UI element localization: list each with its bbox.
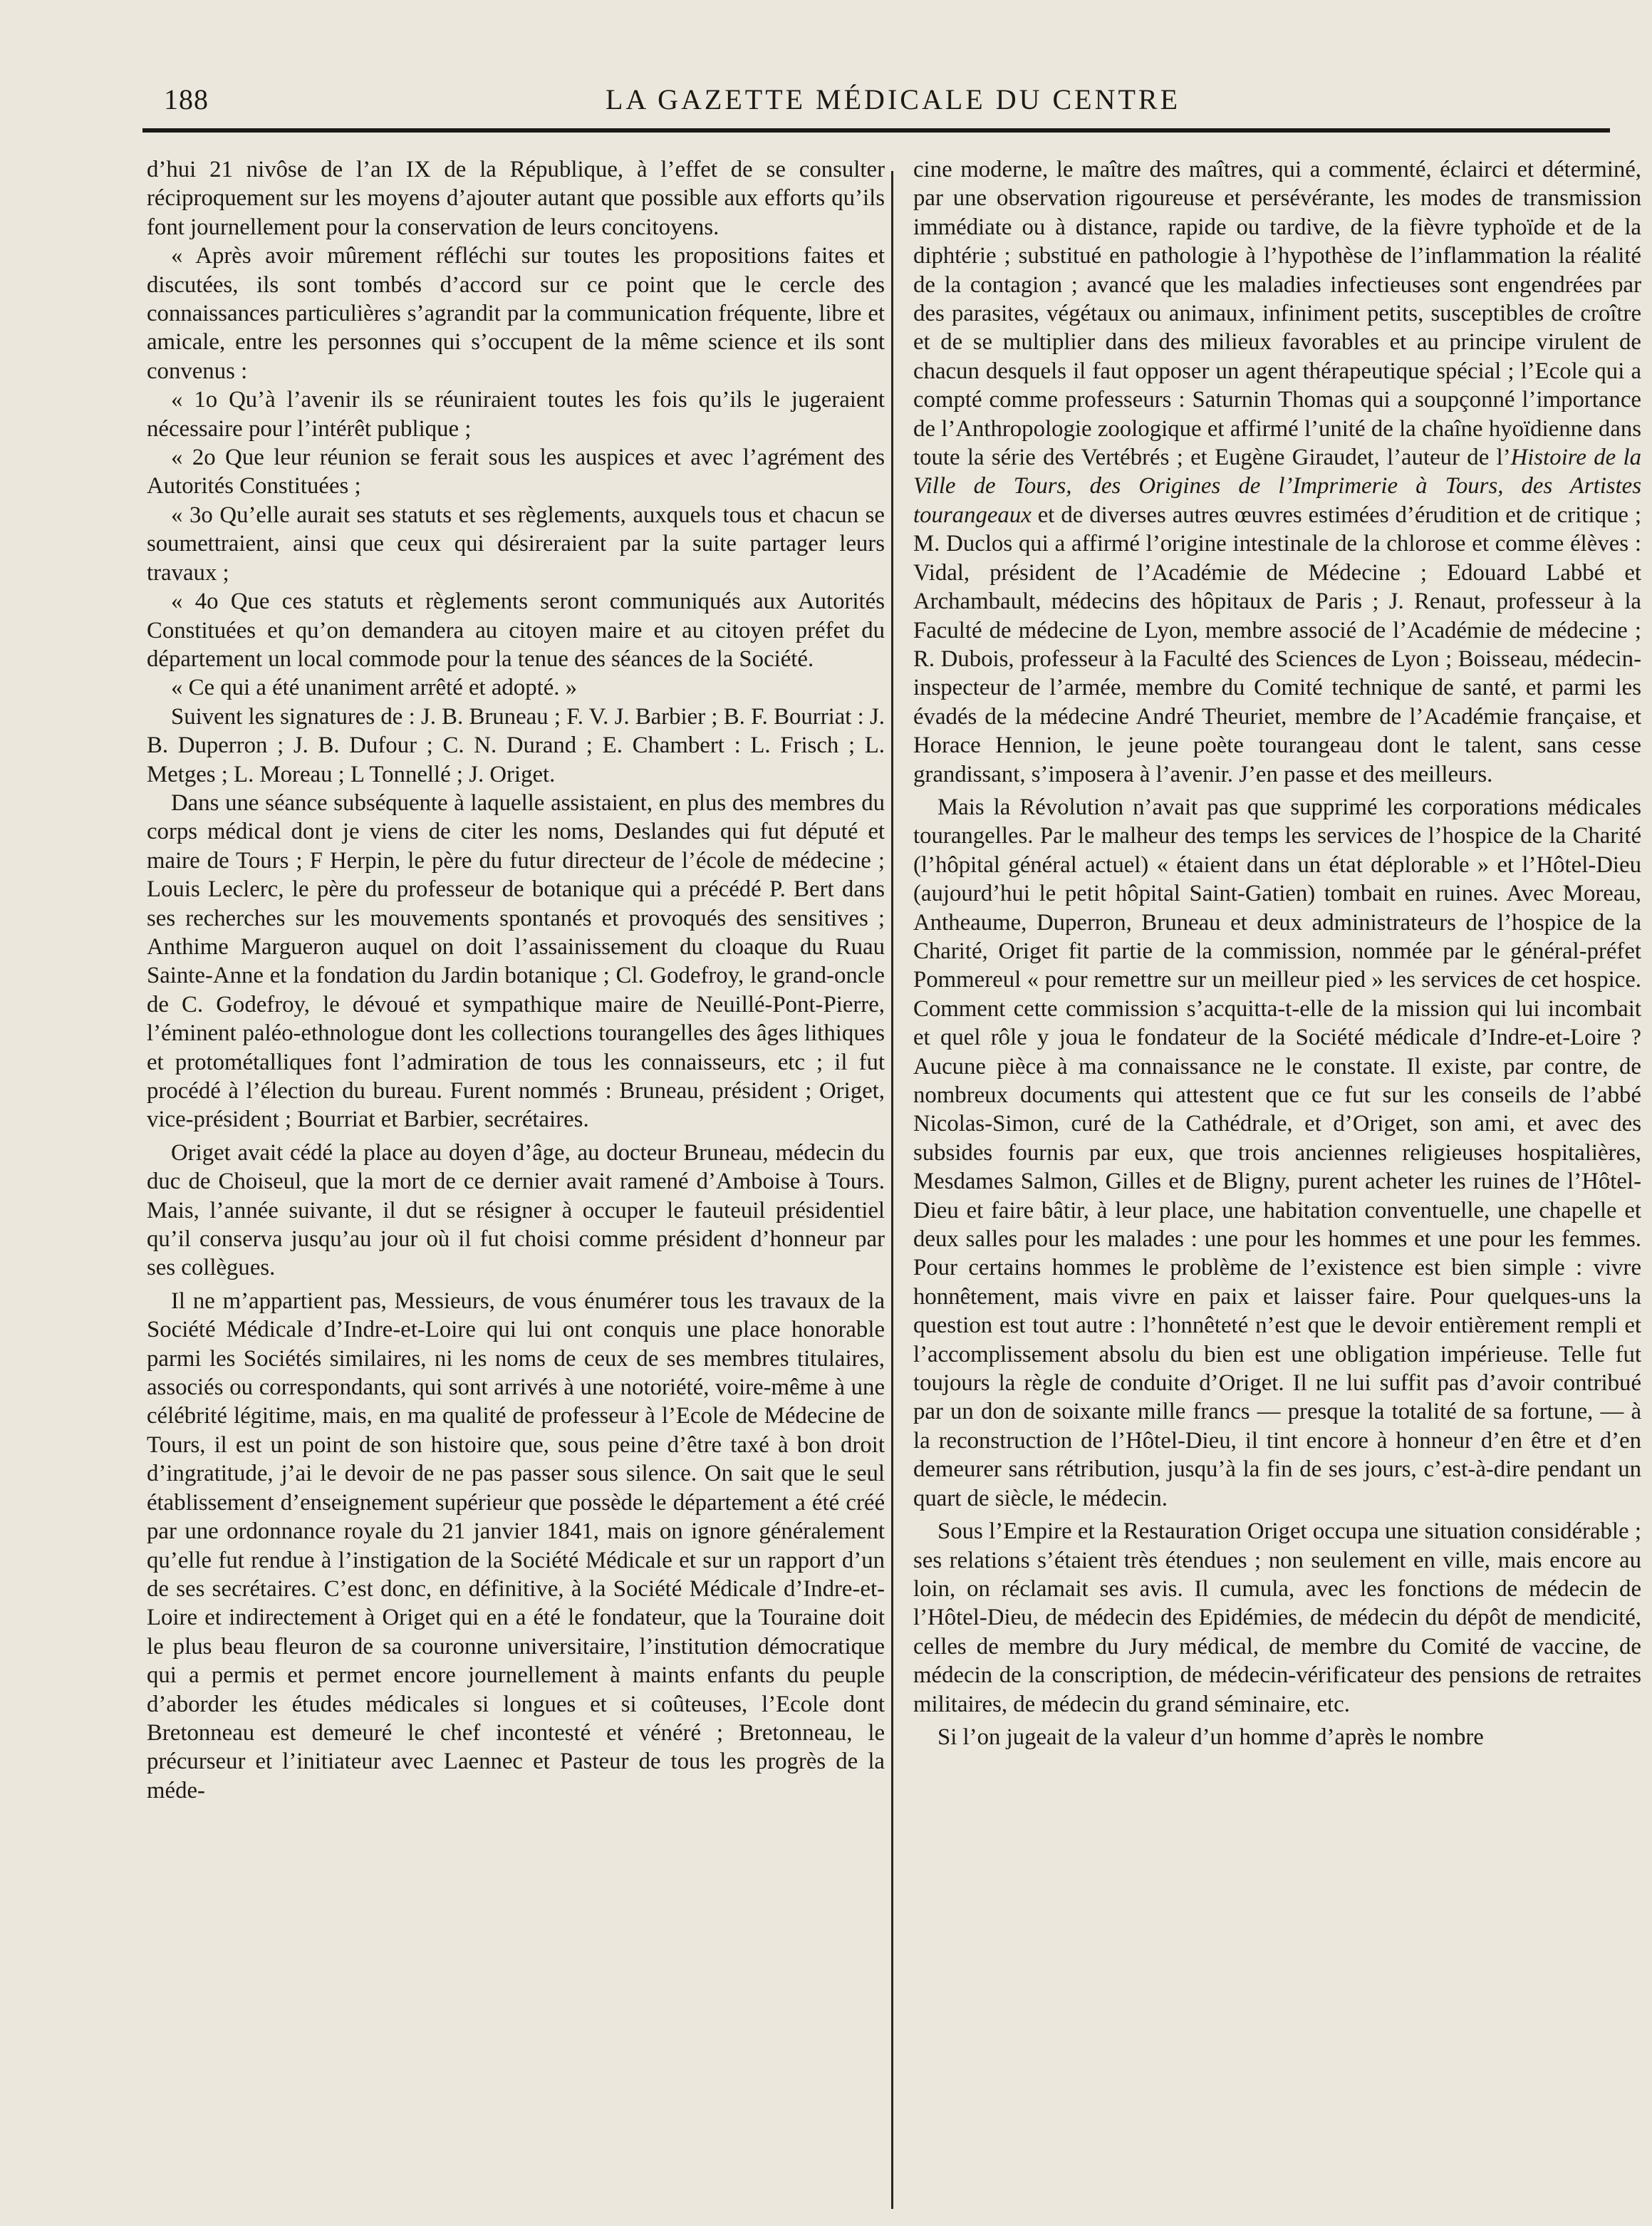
text-run: et de diverses autres œuvres estimées d’érudition et de critique ; M. Duclos qui a affirmé l’origine intestinale de la chlorose et comme élèves : Vidal, président de l’Académie de Médecine ; Edouard Labbé et Archambault, médecins des hôpitaux de Paris ; J. Renaut, professeur à la Faculté de médecine de Lyon, membre associé de l’Académie de médecine ; R. Dubois, professeur à la Faculté des Sciences de Lyon ; Boisseau, médecin-inspecteur de l’armée, membre du Comité technique de santé, et parmi les évadés de la médecine André Theuriet, membre de l’Académie française, et Horace Hennion, le jeune poète tourangeau dont le talent, sans cesse grandissant, s’imposera à l’avenir. J’en passe et des meilleurs. [913,502,1641,787]
column-divider [891,171,893,2209]
right-column [913,155,1641,1751]
running-head: LA GAZETTE MÉDICALE DU CENTRE [606,83,1181,115]
paragraph: « 2o Que leur réunion se ferait sous les auspices et avec l’agrément des Autorités Constituées ; [147,445,885,499]
paragraph: « Après avoir mûrement réfléchi sur toutes les propositions faites et discutées, ils sont tombés d’accord sur ce point que le cercle des connaissances particulières s’agrandit par la communication fréquente, libre et amicale, entre les personnes qui s’occupent de la même science et ils sont convenus : [147,243,885,384]
paragraph: « Ce qui a été unaniment arrêté et adopté. » [171,675,578,701]
paragraph: Sous l’Empire et la Restauration Origet occupa une situation considérable ; ses relations s’étaient très étendues ; non seulement en ville, mais encore au loin, on réclamait ses avis. Il cumula, avec les fonctions de médecin de l’Hôtel-Dieu, de médecin des Epidémies, de médecin du dépôt de mendicité, celles de membre du Jury médical, de membre du Comité de vaccine, de médecin de la conscription, de médecin-vérificateur des pensions de retraites militaires, de médecin du grand séminaire, etc. [913,1518,1641,1717]
page-number: 188 [164,83,209,115]
book-title: Histoire de la Ville de Tours, des Origines de l’Imprimerie à Tours, des Artistes tourangeaux [913,445,1642,528]
paragraph: Si l’on jugeait de la valeur d’un homme d’après le nombre [937,1724,1484,1750]
paragraph: d’hui 21 nivôse de l’an IX de la République, à l’effet de se consulter réciproquement sur les moyens d’ajouter autant que possible aux efforts qu’ils font journellement pour la conservation de leurs concitoyens. [147,157,885,240]
paragraph: Suivent les signatures de : J. B. Bruneau ; F. V. J. Barbier ; B. F. Bourriat : J. B. Duperron ; J. B. Dufour ; C. N. Durand ; E. Chambert : L. Frisch ; L. Metges ; L. Moreau ; L Tonnellé ; J. Origet. [147,703,885,787]
text-run: cine moderne, le maître des maîtres, qui a commenté, éclairci et déterminé, par une observation rigoureuse et persévérante, les modes de transmission immédiate ou à distance, rapide ou tardive, de la fièvre typhoïde et de la diphtérie ; substitué en pathologie à l’hypothèse de l’inflammation la réalité de la contagion ; avancé que les maladies infectieuses sont engendrées par des parasites, végétaux ou animaux, infiniment petits, susceptibles de croître et de se multiplier dans des milieux favorables et au principe virulent de chacun desquels il faut opposer un agent thérapeutique spécial ; l’Ecole qui a compté comme professeurs : Saturnin Thomas qui a soupçonné l’importance de l’Anthropologie zoologique et affirmé l’unité de la chaîne hyoïdienne dans toute la série des Vertébrés ; et Eugène Giraudet, l’auteur de l’ [913,157,1641,471]
paragraph: Origet avait cédé la place au doyen d’âge, au docteur Bruneau, médecin du duc de Choiseul, que la mort de ce dernier avait ramené d’Amboise à Tours. Mais, l’année suivante, il dut se résigner à occuper le fauteuil présidentiel qu’il conserva jusqu’au jour où il fut choisi comme président d’honneur par ses collègues. [147,1139,885,1281]
header-rule [142,128,1610,133]
paragraph: Mais la Révolution n’avait pas que supprimé les corporations médicales tourangelles. Par le malheur des temps les services de l’hospice de la Charité (l’hôpital général actuel) « étaient dans un état déplorable » et l’Hôtel-Dieu (aujourd’hui le petit hôpital Saint-Gatien) tombait en ruines. Avec Moreau, Antheaume, Duperron, Bruneau et deux administrateurs de l’hospice de la Charité, Origet fit partie de la commission, nommée par le général-préfet Pommereul « pour remettre sur un meilleur pied » les services de cet hospice. Comment cette commission s’acquitta-t-elle de la mission qui lui incombait et quel rôle y joua le fondateur de la Société médicale d’Indre-et-Loire ? Aucune pièce à ma connaissance ne le constate. Il existe, par contre, de nombreux documents qui attestent que ce fut sur les conseils de l’abbé Nicolas-Simon, curé de la Cathédrale, et d’Origet, son ami, et avec des subsides fournis par eux, que trois anciennes religieuses hospitalières, Mesdames Salmon, Gilles et de Bligny, purent acheter les ruines de l’Hôtel-Dieu et faire bâtir, à leur place, une habitation conventuelle, une chapelle et deux salles pour les malades : une pour les hommes et une pour les femmes. Pour certains hommes le problème de l’existence est bien simple : vivre honnêtement, mais vivre en paix et laisser faire. Pour quelques-uns la question est tout autre : l’honnêteté n’est que le devoir entièrement rempli et l’accomplissement absolu du bien est une obligation impérieuse. Telle fut toujours la règle de conduite d’Origet. Il ne lui suffit pas d’avoir contribué par un don de soixante mille francs — presque la totalité de sa fortune, — à la reconstruction de l’Hôtel-Dieu, il tint encore à honneur d’en être et d’en demeurer sans rétribution, jusqu’à la fin de ses jours, c’est-à-dire pendant un quart de siècle, le médecin. [913,794,1641,1511]
paragraph: « 4o Que ces statuts et règlements seront communiqués aux Autorités Constituées et qu’on demandera au citoyen maire et au citoyen préfet du département un local commode pour la tenue des séances de la Société. [147,589,885,672]
paragraph: Dans une séance subséquente à laquelle assistaient, en plus des membres du corps médical dont je viens de citer les noms, Deslandes qui fut député et maire de Tours ; F Herpin, le père du futur directeur de l’école de médecine ; Louis Leclerc, le père du professeur de botanique qui a précédé P. Bert dans ses recherches sur les mouvements spontanés et provoqués des sensitives ; Anthime Margueron auquel on doit l’assainissement du cloaque du Ruau Sainte-Anne et la fondation du Jardin botanique ; Cl. Godefroy, le grand-oncle de C. Godefroy, le dévoué et sympathique maire de Neuillé-Pont-Pierre, l’éminent paléo-ethnologue dont les collections tourangelles des âges lithiques et protométalliques font l’admiration de tous les connaisseurs, etc ; il fut procédé à l’élection du bureau. Furent nommés : Bruneau, président ; Origet, vice-président ; Bourriat et Barbier, secrétaires. [147,790,885,1133]
page-header [164,77,1617,123]
left-column [147,155,885,1805]
paragraph: « 3o Qu’elle aurait ses statuts et ses règlements, auxquels tous et chacun se soumettraient, ainsi que ceux qui désireraient par la suite partager leurs travaux ; [147,502,885,586]
paragraph [913,155,1641,789]
paragraph: Il ne m’appartient pas, Messieurs, de vous énumérer tous les travaux de la Société Médicale d’Indre-et-Loire qui lui ont conquis une place honorable parmi les Sociétés similaires, ni les noms de ceux de ses membres titulaires, associés ou correspondants, qui sont arrivés à une notoriété, voire-même à une célébrité légitime, mais, en ma qualité de professeur à l’Ecole de Médecine de Tours, il est un point de son histoire que, sous peine d’être taxé à bon droit d’ingratitude, j’ai le devoir de ne pas passer sous silence. On sait que le seul établissement d’enseignement supérieur que possède le département a été créé par une ordonnance royale du 21 janvier 1841, mais on ignore généralement qu’elle fut rendue à l’instigation de la Société Médicale et sur un rapport d’un de ses secrétaires. C’est donc, en définitive, à la Société Médicale d’Indre-et-Loire et indirectement à Origet qui en a été le fondateur, que la Touraine doit le plus beau fleuron de sa couronne universitaire, l’institution démocratique qui a permis et permet encore journellement à maints enfants du peuple d’aborder les études médicales si longues et si coûteuses, l’Ecole dont Bretonneau est demeuré le chef incontesté et vénéré ; Bretonneau, le précurseur et l’initiateur avec Laennec et Pasteur de tous les progrès de la méde- [147,1288,885,1803]
paragraph: « 1o Qu’à l’avenir ils se réuniraient toutes les fois qu’ils le jugeraient nécessaire pour l’intérêt publique ; [147,387,885,442]
